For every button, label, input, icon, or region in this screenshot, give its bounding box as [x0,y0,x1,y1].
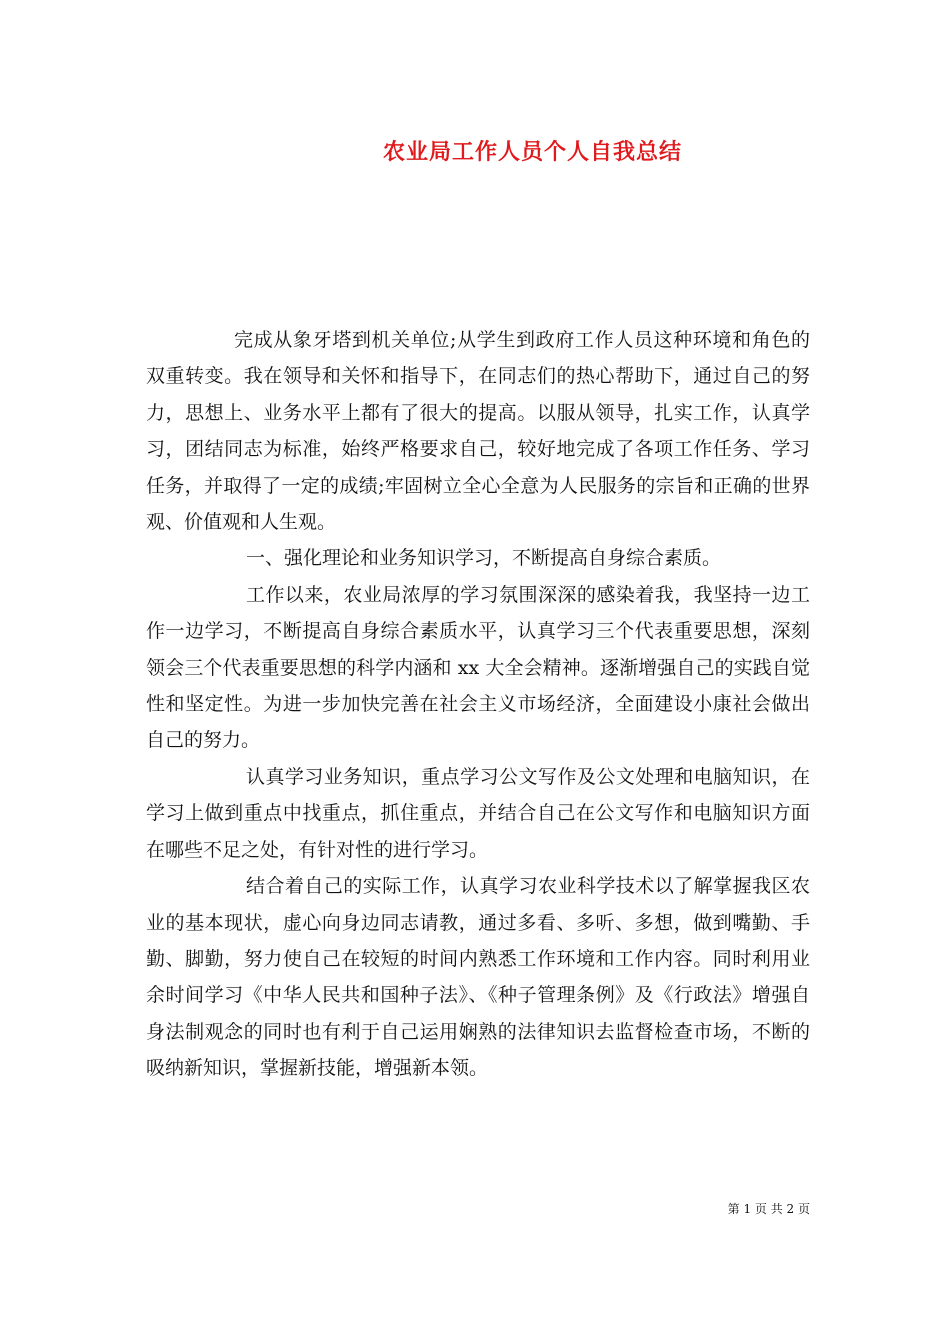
page-number-footer: 第 1 页 共 2 页 [727,1202,810,1216]
paragraph-practical-work: 结合着自己的实际工作，认真学习农业科学技术以了解掌握我区农业的基本现状，虚心向身边同志请教，通过多看、多听、多想，做到嘴勤、手勤、脚勤，努力使自己在较短的时间内熟悉工作环境和工作内容。同时利用业余时间学习《中华人民共和国种子法》、《种子管理条例》及《行政法》增强自身法制观念的同时也有利于自己运用娴熟的法律知识去监督检查市场，不断的吸纳新知识，掌握新技能，增强新本领。 [146,875,810,1080]
section-heading-1: 一、强化理论和业务知识学习，不断提高自身综合素质。 [246,547,722,570]
document-title: 农业局工作人员个人自我总结 [382,139,682,165]
paragraph-business-study: 认真学习业务知识，重点学习公文写作及公文处理和电脑知识，在学习上做到重点中找重点，抓住重点，并结合自己在公文写作和电脑知识方面在哪些不足之处，有针对性的进行学习。 [146,765,810,861]
paragraph-theory-study: 工作以来，农业局浓厚的学习氛围深深的感染着我，我坚持一边工作一边学习，不断提高自身综合素质水平，认真学习三个代表重要思想，深刻领会三个代表重要思想的科学内涵和 xx 大全会精神。逐渐增强自己的实践自觉性和坚定性。为进一步加快完善在社会主义市场经济，全面建设小康社会做出自己的努力。 [146,583,810,752]
paragraph-intro: 完成从象牙塔到机关单位;从学生到政府工作人员这种环境和角色的双重转变。我在领导和关怀和指导下，在同志们的热心帮助下，通过自己的努力，思想上、业务水平上都有了很大的提高。以服从领导，扎实工作，认真学习，团结同志为标准，始终严格要求自己，较好地完成了各项工作任务、学习任务，并取得了一定的成绩;牢固树立全心全意为人民服务的宗旨和正确的世界观、价值观和人生观。 [146,329,810,534]
document-body [146,322,810,1087]
